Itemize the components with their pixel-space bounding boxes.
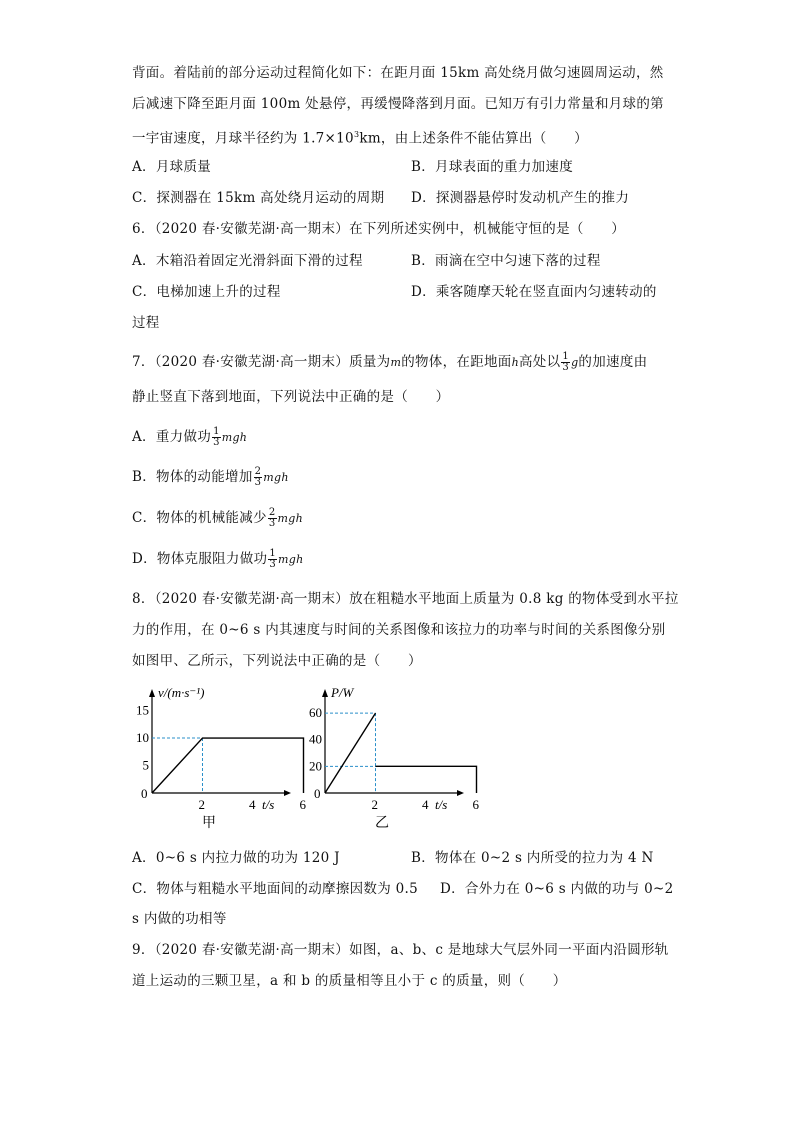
chart-1-y-tick-label: 20 [309,758,322,774]
q7-s1a: 7．（2020 春·安徽芜湖·高一期末）质量为 [132,354,391,370]
chart-1-series-line [325,713,376,793]
frac-den: 3 [268,518,276,529]
q5-line-3a: 一宇宙速度，月球半径约为 1.7×10 [132,130,354,147]
q7-c-mgh: mgh [277,512,303,525]
q7-option-b [132,467,289,488]
q7-var-m: m [390,356,402,369]
q8-option-b: B．物体在 0~2 s 内所受的拉力为 4 N [411,850,654,866]
q7-s1d: 的加速度由 [578,354,648,370]
q6-option-a: A．木箱沿着固定光滑斜面下滑的过程 [132,253,363,269]
frac-num: 2 [254,466,262,477]
q7-a-fraction [212,427,221,448]
q7-c-fraction [268,508,277,529]
q6-option-d: D．乘客随摩天轮在竖直面内匀速转动的 [411,284,657,300]
chart-1-x-tick-label: 2 [371,797,378,812]
q7-option-c [132,508,303,529]
q7-b-mgh: mgh [263,471,289,484]
chart-1-x-axis-arrow [457,790,464,796]
chart-1-caption: 乙 [375,816,389,831]
q6-stem: 6．（2020 春·安徽芜湖·高一期末）在下列所述实例中，机械能守恒的是（ ） [132,221,626,237]
q6-option-c: C．电梯加速上升的过程 [132,284,281,300]
frac-num: 1 [269,548,276,559]
chart-1-x-tick-label: 4 [422,797,429,812]
q8-stem-line-2: 力的作用，在 0~6 s 内其速度与时间的关系图像和该拉力的功率与时间的关系图像分别 [132,622,666,638]
q7-option-b-text: B．物体的动能增加 [132,469,253,485]
q7-var-h: h [511,356,519,369]
q8-stem-line-1: 8．（2020 春·安徽芜湖·高一期末）放在粗糙水平地面上质量为 0.8 kg 的物体受到水平拉 [132,591,679,607]
chart-0-y-tick-label: 15 [136,702,149,718]
q5-line-2: 后减速下降至距月面 100m 处悬停，再缓慢降落到月面。已知万有引力常量和月球的第 [132,96,664,112]
frac-den: 3 [213,437,220,448]
q5-line-3b: km，由上述条件不能估算出（ ） [359,130,588,147]
q5-option-b: B．月球表面的重力加速度 [411,159,574,175]
frac-den: 3 [254,477,262,488]
chart-0-x-tick-label: 4 [249,797,256,812]
q7-d-fraction [268,549,277,570]
q7-option-c-text: C．物体的机械能减少 [132,510,267,526]
chart-0-y-axis-label: v/(m·s⁻¹) [158,685,205,700]
chart-0-y-axis-arrow [149,689,155,697]
chart-0-caption: 甲 [202,816,216,831]
q9-stem-line-2: 道上运动的三颗卫星，a 和 b 的质量相等且小于 c 的质量，则（ ） [132,973,567,989]
chart-0-x-tick-label: 6 [299,797,306,812]
q5-option-a: A．月球质量 [132,159,212,175]
chart-1-x-tick-label: 0 [314,786,321,801]
frac-num: 1 [213,426,220,437]
q5-line-3 [132,126,667,148]
chart-1-x-tick-label: 6 [472,797,479,812]
chart-0-y-tick-label: 5 [142,757,149,773]
q7-d-mgh: mgh [278,553,304,566]
q8-option-d: D．合外力在 0~6 s 内做的功与 0~2 [440,881,674,897]
q5-option-c: C．探测器在 15km 高处绕月运动的周期 [132,190,385,206]
q7-option-d [132,549,303,570]
q8-option-d-cont: s 内做的功相等 [132,911,227,927]
q7-fraction-one-third [561,352,570,373]
q7-a-mgh: mgh [221,431,248,444]
q8-option-c: C．物体与粗糙水平地面间的动摩擦因数为 0.5 [132,881,418,897]
frac-den: 3 [269,559,276,570]
q7-b-fraction [254,467,263,488]
q6-option-b: B．雨滴在空中匀速下落的过程 [411,253,601,269]
q8-stem-line-3: 如图甲、乙所示，下列说法中正确的是（ ） [132,653,422,669]
velocity-time-chart [132,680,306,831]
chart-0-x-axis-arrow [284,790,291,796]
chart-1-x-axis-label: t/s [435,797,448,812]
chart-0-x-tick-label: 0 [141,786,148,801]
q7-option-a-text: A．重力做功 [132,429,212,445]
chart-1-y-axis-label: P/W [331,685,354,700]
chart-1-series-line [376,766,477,793]
q7-stem-line-1 [132,352,667,373]
q6-option-d-cont: 过程 [132,315,160,331]
q8-option-a: A．0~6 s 内拉力做的功为 120 J [132,850,340,866]
q5-exponent: 3 [353,130,360,139]
chart-0-x-tick-label: 2 [198,797,205,812]
chart-0-y-tick-label: 10 [136,730,149,746]
q7-s1c: 高处以 [519,354,561,370]
q5-line-1: 背面。着陆前的部分运动过程简化如下：在距月面 15km 高处绕月做匀速圆周运动，然 [132,65,664,81]
q7-var-g: g [571,356,579,369]
q7-stem-line-2: 静止竖直下落到地面，下列说法中正确的是（ ） [132,389,450,405]
chart-0-x-axis-label: t/s [262,797,275,812]
chart-1-y-axis-arrow [322,689,328,697]
q9-stem-line-1: 9．（2020 春·安徽芜湖·高一期末）如图，a、b、c 是地球大气层外同一平面内沿圆形轨 [132,942,669,958]
q7-s1b: 的物体，在距地面 [401,354,512,370]
chart-1-y-tick-label: 40 [309,731,322,747]
q7-option-d-text: D．物体克服阻力做功 [132,551,268,567]
q7-option-a [132,427,247,448]
q5-option-d: D．探测器悬停时发动机产生的推力 [411,190,630,206]
frac-den: 3 [562,362,570,373]
power-time-chart [305,680,479,831]
chart-0-series-line [152,738,304,793]
frac-num: 2 [268,507,276,518]
chart-1-y-tick-label: 60 [309,705,322,721]
frac-num: 1 [562,351,570,362]
